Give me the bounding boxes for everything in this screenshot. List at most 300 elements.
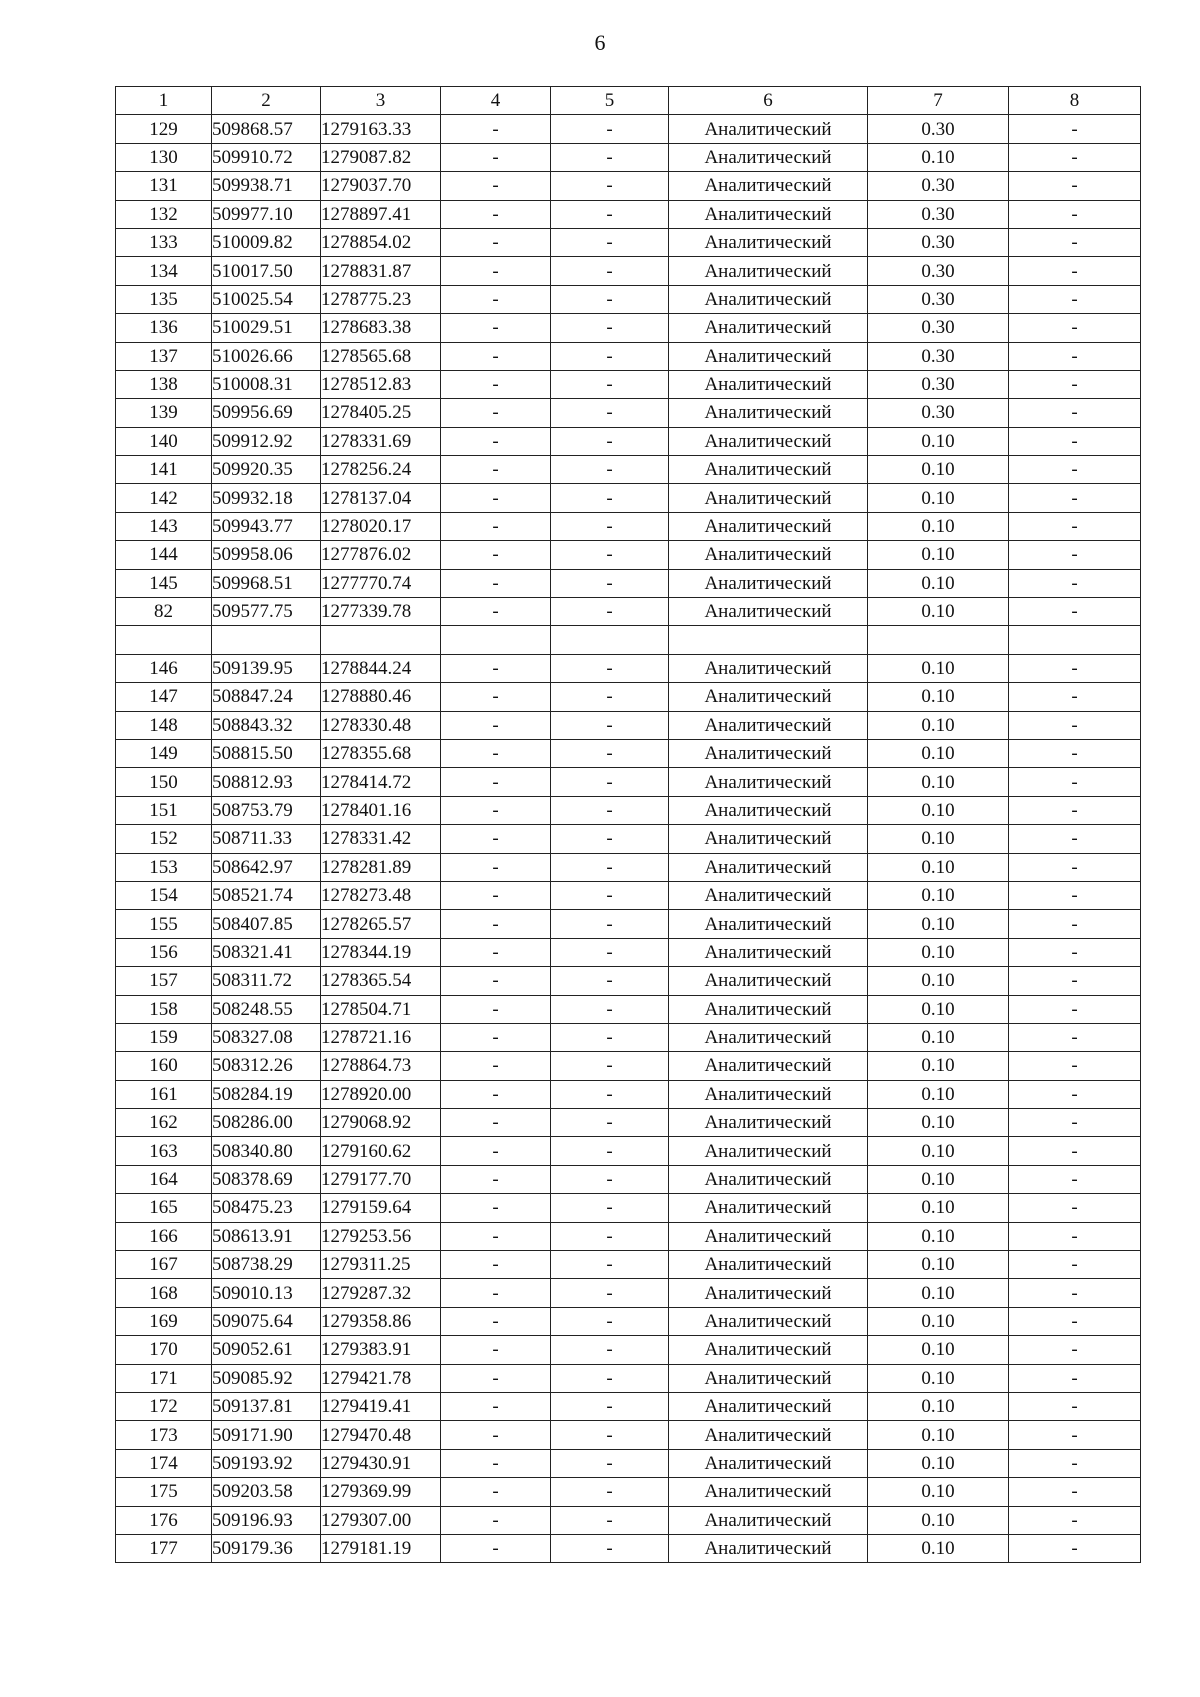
table-cell-col-7: 0.10 [868, 598, 1009, 626]
table-cell-col-6: Аналитический [669, 1165, 868, 1193]
table-cell-col-3: 1278405.25 [321, 399, 441, 427]
table-cell-col-5: - [551, 1165, 669, 1193]
table-cell-col-3: 1278331.69 [321, 427, 441, 455]
table-cell-col-3: 1278880.46 [321, 683, 441, 711]
table-cell-col-4: - [441, 1137, 551, 1165]
table-cell-col-1: 143 [116, 512, 212, 540]
table-cell-col-3: 1278330.48 [321, 711, 441, 739]
table-cell-col-5: - [551, 200, 669, 228]
table-cell-col-3: 1279159.64 [321, 1194, 441, 1222]
table-cell-col-7: 0.10 [868, 796, 1009, 824]
table-cell-col-5: - [551, 1279, 669, 1307]
table-cell-col-3: 1279470.48 [321, 1421, 441, 1449]
table-cell-col-6: Аналитический [669, 1364, 868, 1392]
table-cell-col-7: 0.10 [868, 1336, 1009, 1364]
table-cell-col-1: 172 [116, 1392, 212, 1420]
table-cell-col-8: - [1009, 768, 1141, 796]
table-cell-col-6: Аналитический [669, 228, 868, 256]
table-cell-col-3: 1278775.23 [321, 285, 441, 313]
table-row [116, 1534, 1141, 1562]
column-header-1: 1 [116, 87, 212, 115]
column-header-7: 7 [868, 87, 1009, 115]
table-row [116, 257, 1141, 285]
table-cell-col-7: 0.30 [868, 314, 1009, 342]
table-cell-col-6: Аналитический [669, 456, 868, 484]
table-row [116, 796, 1141, 824]
table-cell-col-7: 0.10 [868, 1222, 1009, 1250]
table-row [116, 1478, 1141, 1506]
table-row [116, 1165, 1141, 1193]
table-cell-col-6: Аналитический [669, 1534, 868, 1562]
table-row [116, 484, 1141, 512]
table-cell-col-8: - [1009, 1052, 1141, 1080]
table-cell-col-8: - [1009, 598, 1141, 626]
table-cell-col-6: Аналитический [669, 683, 868, 711]
column-header-3: 3 [321, 87, 441, 115]
table-cell-col-5: - [551, 342, 669, 370]
table-cell-col-3: 1278844.24 [321, 654, 441, 682]
table-cell-col-8: - [1009, 825, 1141, 853]
table-cell-col-5: - [551, 1534, 669, 1562]
table-cell-col-8: - [1009, 1392, 1141, 1420]
table-cell-col-4: - [441, 143, 551, 171]
table-cell-col-2: 509203.58 [212, 1478, 321, 1506]
table-row [116, 1392, 1141, 1420]
table-row [116, 342, 1141, 370]
table-cell-col-8: - [1009, 1194, 1141, 1222]
table-cell-col-4: - [441, 938, 551, 966]
table-cell-col-7: 0.10 [868, 1080, 1009, 1108]
table-row [116, 1421, 1141, 1449]
table-cell-col-7: 0.10 [868, 569, 1009, 597]
table-cell-col-8: - [1009, 257, 1141, 285]
table-cell-col-1: 144 [116, 541, 212, 569]
table-cell-col-5: - [551, 1336, 669, 1364]
table-cell-col-5: - [551, 228, 669, 256]
table-cell-col-3: 1279253.56 [321, 1222, 441, 1250]
table-cell-col-7: 0.10 [868, 1165, 1009, 1193]
table-cell-col-1 [116, 626, 212, 654]
table-cell-col-4: - [441, 1392, 551, 1420]
table-cell-col-5: - [551, 370, 669, 398]
table-cell-col-5: - [551, 739, 669, 767]
table-cell-col-7: 0.10 [868, 1109, 1009, 1137]
table-cell-col-7: 0.10 [868, 881, 1009, 909]
table-cell-col-4: - [441, 739, 551, 767]
table-cell-col-7: 0.30 [868, 228, 1009, 256]
table-cell-col-5: - [551, 1478, 669, 1506]
table-cell-col-1: 153 [116, 853, 212, 881]
table-cell-col-4: - [441, 200, 551, 228]
table-cell-col-5: - [551, 257, 669, 285]
table-cell-col-1: 147 [116, 683, 212, 711]
table-cell-col-2: 509179.36 [212, 1534, 321, 1562]
table-cell-col-6: Аналитический [669, 200, 868, 228]
coordinates-table [115, 86, 1141, 1563]
table-cell-col-8: - [1009, 314, 1141, 342]
table-row [116, 825, 1141, 853]
table-cell-col-6: Аналитический [669, 1137, 868, 1165]
table-cell-col-4: - [441, 512, 551, 540]
table-cell-col-8: - [1009, 370, 1141, 398]
column-header-6: 6 [669, 87, 868, 115]
table-row [116, 1052, 1141, 1080]
table-cell-col-1: 130 [116, 143, 212, 171]
table-cell-col-3: 1278273.48 [321, 881, 441, 909]
table-cell-col-4: - [441, 995, 551, 1023]
table-cell-col-4: - [441, 370, 551, 398]
table-cell-col-6: Аналитический [669, 796, 868, 824]
table-cell-col-2: 509958.06 [212, 541, 321, 569]
table-cell-col-5: - [551, 1251, 669, 1279]
table-cell-col-7 [868, 626, 1009, 654]
table-cell-col-7: 0.10 [868, 711, 1009, 739]
table-cell-col-2: 509052.61 [212, 1336, 321, 1364]
table-cell-col-2: 508407.85 [212, 910, 321, 938]
table-cell-col-5 [551, 626, 669, 654]
table-cell-col-1: 138 [116, 370, 212, 398]
table-cell-col-1: 154 [116, 881, 212, 909]
table-cell-col-6: Аналитический [669, 399, 868, 427]
table-cell-col-7: 0.10 [868, 739, 1009, 767]
table-cell-col-4: - [441, 1478, 551, 1506]
table-cell-col-4: - [441, 1534, 551, 1562]
table-row [116, 427, 1141, 455]
table-cell-col-6: Аналитический [669, 1392, 868, 1420]
table-cell-col-4: - [441, 257, 551, 285]
table-cell-col-6: Аналитический [669, 484, 868, 512]
table-cell-col-6: Аналитический [669, 569, 868, 597]
table-cell-col-7: 0.10 [868, 1279, 1009, 1307]
table-cell-col-7: 0.30 [868, 115, 1009, 143]
table-cell-col-1: 141 [116, 456, 212, 484]
table-cell-col-7: 0.10 [868, 768, 1009, 796]
table-row [116, 995, 1141, 1023]
table-cell-col-1: 169 [116, 1307, 212, 1335]
table-cell-col-5: - [551, 456, 669, 484]
table-cell-col-7: 0.10 [868, 1307, 1009, 1335]
table-cell-col-2: 508475.23 [212, 1194, 321, 1222]
table-cell-col-5: - [551, 1052, 669, 1080]
table-cell-col-2: 509910.72 [212, 143, 321, 171]
table-cell-col-6: Аналитический [669, 1478, 868, 1506]
table-cell-col-7: 0.10 [868, 967, 1009, 995]
table-cell-col-4: - [441, 1364, 551, 1392]
table-cell-col-7: 0.10 [868, 1364, 1009, 1392]
table-cell-col-8 [1009, 626, 1141, 654]
table-cell-col-1: 146 [116, 654, 212, 682]
table-cell-col-8: - [1009, 796, 1141, 824]
table-cell-col-5: - [551, 314, 669, 342]
table-cell-col-6: Аналитический [669, 1052, 868, 1080]
table-cell-col-3: 1278365.54 [321, 967, 441, 995]
table-cell-col-7: 0.10 [868, 1137, 1009, 1165]
table-cell-col-8: - [1009, 1137, 1141, 1165]
table-cell-col-1: 164 [116, 1165, 212, 1193]
table-cell-col-4: - [441, 825, 551, 853]
table-cell-col-4: - [441, 484, 551, 512]
table-cell-col-8: - [1009, 456, 1141, 484]
table-cell-col-4: - [441, 910, 551, 938]
table-cell-col-4: - [441, 115, 551, 143]
table-row [116, 711, 1141, 739]
table-cell-col-1: 148 [116, 711, 212, 739]
table-cell-col-6: Аналитический [669, 995, 868, 1023]
table-cell-col-4: - [441, 768, 551, 796]
table-cell-col-1: 150 [116, 768, 212, 796]
table-cell-col-3: 1279383.91 [321, 1336, 441, 1364]
table-cell-col-4: - [441, 541, 551, 569]
table-cell-col-8: - [1009, 512, 1141, 540]
table-cell-col-8: - [1009, 881, 1141, 909]
table-cell-col-8: - [1009, 739, 1141, 767]
table-cell-col-6: Аналитический [669, 115, 868, 143]
table-cell-col-4: - [441, 1279, 551, 1307]
table-cell-col-3: 1279177.70 [321, 1165, 441, 1193]
table-cell-col-6: Аналитический [669, 825, 868, 853]
table-cell-col-7: 0.10 [868, 427, 1009, 455]
table-cell-col-1: 82 [116, 598, 212, 626]
table-cell-col-5: - [551, 598, 669, 626]
table-cell-col-2: 508613.91 [212, 1222, 321, 1250]
table-row [116, 768, 1141, 796]
table-cell-col-1: 151 [116, 796, 212, 824]
table-cell-col-8: - [1009, 1165, 1141, 1193]
table-cell-col-2: 508815.50 [212, 739, 321, 767]
table-cell-col-6: Аналитический [669, 1023, 868, 1051]
table-cell-col-3: 1279419.41 [321, 1392, 441, 1420]
table-row [116, 1506, 1141, 1534]
table-cell-col-7: 0.10 [868, 910, 1009, 938]
table-cell-col-4: - [441, 1506, 551, 1534]
table-cell-col-1: 135 [116, 285, 212, 313]
column-header-4: 4 [441, 87, 551, 115]
table-cell-col-1: 167 [116, 1251, 212, 1279]
table-cell-col-3: 1278565.68 [321, 342, 441, 370]
table-cell-col-6: Аналитический [669, 1222, 868, 1250]
table-cell-col-1: 134 [116, 257, 212, 285]
table-cell-col-5: - [551, 768, 669, 796]
table-cell-col-2: 510026.66 [212, 342, 321, 370]
table-cell-col-6: Аналитический [669, 768, 868, 796]
table-cell-col-3: 1279181.19 [321, 1534, 441, 1562]
table-cell-col-3: 1278281.89 [321, 853, 441, 881]
table-cell-col-6: Аналитический [669, 739, 868, 767]
table-cell-col-5: - [551, 512, 669, 540]
table-cell-col-2: 508248.55 [212, 995, 321, 1023]
table-cell-col-4: - [441, 285, 551, 313]
table-cell-col-5: - [551, 1080, 669, 1108]
table-cell-col-3: 1277339.78 [321, 598, 441, 626]
table-cell-col-6: Аналитический [669, 881, 868, 909]
table-cell-col-8: - [1009, 541, 1141, 569]
table-cell-col-2: 508378.69 [212, 1165, 321, 1193]
table-cell-col-5: - [551, 910, 669, 938]
table-cell-col-5: - [551, 654, 669, 682]
table-cell-col-7: 0.10 [868, 938, 1009, 966]
table-cell-col-7: 0.10 [868, 1052, 1009, 1080]
table-cell-col-3: 1278920.00 [321, 1080, 441, 1108]
table-cell-col-6: Аналитический [669, 1421, 868, 1449]
table-cell-col-3: 1278265.57 [321, 910, 441, 938]
table-cell-col-6: Аналитический [669, 1194, 868, 1222]
table-cell-col-3: 1279087.82 [321, 143, 441, 171]
table-cell-col-8: - [1009, 1421, 1141, 1449]
table-cell-col-3: 1278721.16 [321, 1023, 441, 1051]
table-row [116, 853, 1141, 881]
table-cell-col-2: 509075.64 [212, 1307, 321, 1335]
table-cell-col-7: 0.10 [868, 853, 1009, 881]
table-cell-col-3: 1278504.71 [321, 995, 441, 1023]
column-header-2: 2 [212, 87, 321, 115]
table-cell-col-5: - [551, 1449, 669, 1477]
table-cell-col-1: 165 [116, 1194, 212, 1222]
table-cell-col-8: - [1009, 1364, 1141, 1392]
table-cell-col-7: 0.10 [868, 1251, 1009, 1279]
table-cell-col-2: 509977.10 [212, 200, 321, 228]
table-cell-col-5: - [551, 796, 669, 824]
table-row [116, 399, 1141, 427]
table-cell-col-3: 1279160.62 [321, 1137, 441, 1165]
table-cell-col-6: Аналитический [669, 427, 868, 455]
table-cell-col-6: Аналитический [669, 711, 868, 739]
table-cell-col-2: 509932.18 [212, 484, 321, 512]
table-cell-col-2: 508311.72 [212, 967, 321, 995]
table-cell-col-2: 509085.92 [212, 1364, 321, 1392]
table-cell-col-7: 0.10 [868, 484, 1009, 512]
table-cell-col-3: 1278512.83 [321, 370, 441, 398]
table-cell-col-4: - [441, 881, 551, 909]
table-cell-col-8: - [1009, 967, 1141, 995]
table-cell-col-2: 508843.32 [212, 711, 321, 739]
table-cell-col-5: - [551, 881, 669, 909]
table-cell-col-4: - [441, 967, 551, 995]
table-cell-col-5: - [551, 285, 669, 313]
table-cell-col-4: - [441, 228, 551, 256]
table-cell-col-5: - [551, 1023, 669, 1051]
table-cell-col-8: - [1009, 285, 1141, 313]
table-cell-col-2 [212, 626, 321, 654]
table-cell-col-3: 1278414.72 [321, 768, 441, 796]
table-cell-col-6: Аналитический [669, 1080, 868, 1108]
table-cell-col-1: 170 [116, 1336, 212, 1364]
table-cell-col-4: - [441, 1307, 551, 1335]
table-body [116, 115, 1141, 1563]
table-row [116, 1109, 1141, 1137]
table-cell-col-5: - [551, 484, 669, 512]
table-cell-col-6: Аналитический [669, 1279, 868, 1307]
table-cell-col-4: - [441, 1222, 551, 1250]
table-cell-col-2: 509137.81 [212, 1392, 321, 1420]
table-cell-col-8: - [1009, 569, 1141, 597]
table-cell-col-3: 1278864.73 [321, 1052, 441, 1080]
table-cell-col-1: 132 [116, 200, 212, 228]
table-cell-col-8: - [1009, 143, 1141, 171]
table-cell-col-1: 152 [116, 825, 212, 853]
table-cell-col-1: 173 [116, 1421, 212, 1449]
table-cell-col-2: 510017.50 [212, 257, 321, 285]
table-cell-col-7: 0.10 [868, 1392, 1009, 1420]
table-cell-col-1: 159 [116, 1023, 212, 1051]
table-row [116, 938, 1141, 966]
table-cell-col-5: - [551, 683, 669, 711]
table-cell-col-3: 1279430.91 [321, 1449, 441, 1477]
table-cell-col-3: 1278256.24 [321, 456, 441, 484]
table-cell-col-1: 140 [116, 427, 212, 455]
table-row [116, 115, 1141, 143]
table-cell-col-3: 1278897.41 [321, 200, 441, 228]
table-cell-col-7: 0.10 [868, 683, 1009, 711]
table-row [116, 370, 1141, 398]
table-cell-col-1: 137 [116, 342, 212, 370]
table-cell-col-2: 509956.69 [212, 399, 321, 427]
table-cell-col-6: Аналитический [669, 654, 868, 682]
table-cell-col-8: - [1009, 1307, 1141, 1335]
table-cell-col-5: - [551, 569, 669, 597]
table-cell-col-1: 158 [116, 995, 212, 1023]
table-cell-col-2: 509920.35 [212, 456, 321, 484]
table-cell-col-5: - [551, 1392, 669, 1420]
table-cell-col-8: - [1009, 1506, 1141, 1534]
table-cell-col-6: Аналитический [669, 541, 868, 569]
table-cell-col-7: 0.10 [868, 995, 1009, 1023]
table-cell-col-3: 1278137.04 [321, 484, 441, 512]
table-cell-col-6: Аналитический [669, 1109, 868, 1137]
table-cell-col-2: 509938.71 [212, 172, 321, 200]
table-cell-col-6: Аналитический [669, 910, 868, 938]
table-cell-col-8: - [1009, 115, 1141, 143]
table-cell-col-1: 166 [116, 1222, 212, 1250]
table-cell-col-4: - [441, 342, 551, 370]
table-cell-col-3: 1277876.02 [321, 541, 441, 569]
table-cell-col-3: 1279163.33 [321, 115, 441, 143]
table-cell-col-1: 174 [116, 1449, 212, 1477]
table-cell-col-2: 508340.80 [212, 1137, 321, 1165]
table-cell-col-8: - [1009, 1080, 1141, 1108]
table-cell-col-4: - [441, 1421, 551, 1449]
table-cell-col-7: 0.10 [868, 1534, 1009, 1562]
table-cell-col-7: 0.10 [868, 143, 1009, 171]
table-cell-col-4: - [441, 172, 551, 200]
table-cell-col-4: - [441, 1449, 551, 1477]
table-cell-col-8: - [1009, 342, 1141, 370]
table-cell-col-7: 0.10 [868, 825, 1009, 853]
table-cell-col-7: 0.30 [868, 342, 1009, 370]
table-cell-col-2: 509968.51 [212, 569, 321, 597]
table-cell-col-8: - [1009, 1023, 1141, 1051]
table-cell-col-4: - [441, 427, 551, 455]
table-cell-col-2: 510009.82 [212, 228, 321, 256]
table-cell-col-4: - [441, 1023, 551, 1051]
table-cell-col-7: 0.30 [868, 399, 1009, 427]
table-cell-col-4: - [441, 711, 551, 739]
table-cell-col-8: - [1009, 1336, 1141, 1364]
table-cell-col-8: - [1009, 995, 1141, 1023]
table-cell-col-1: 171 [116, 1364, 212, 1392]
table-cell-col-8: - [1009, 172, 1141, 200]
table-cell-col-2: 508847.24 [212, 683, 321, 711]
table-cell-col-5: - [551, 1194, 669, 1222]
table-cell-col-6: Аналитический [669, 967, 868, 995]
table-cell-col-2: 509912.92 [212, 427, 321, 455]
table-cell-col-7: 0.10 [868, 1506, 1009, 1534]
table-cell-col-1: 162 [116, 1109, 212, 1137]
table-row [116, 1194, 1141, 1222]
table-cell-col-2: 508753.79 [212, 796, 321, 824]
table-cell-col-8: - [1009, 1279, 1141, 1307]
table-cell-col-5: - [551, 1421, 669, 1449]
table-cell-col-7: 0.30 [868, 257, 1009, 285]
